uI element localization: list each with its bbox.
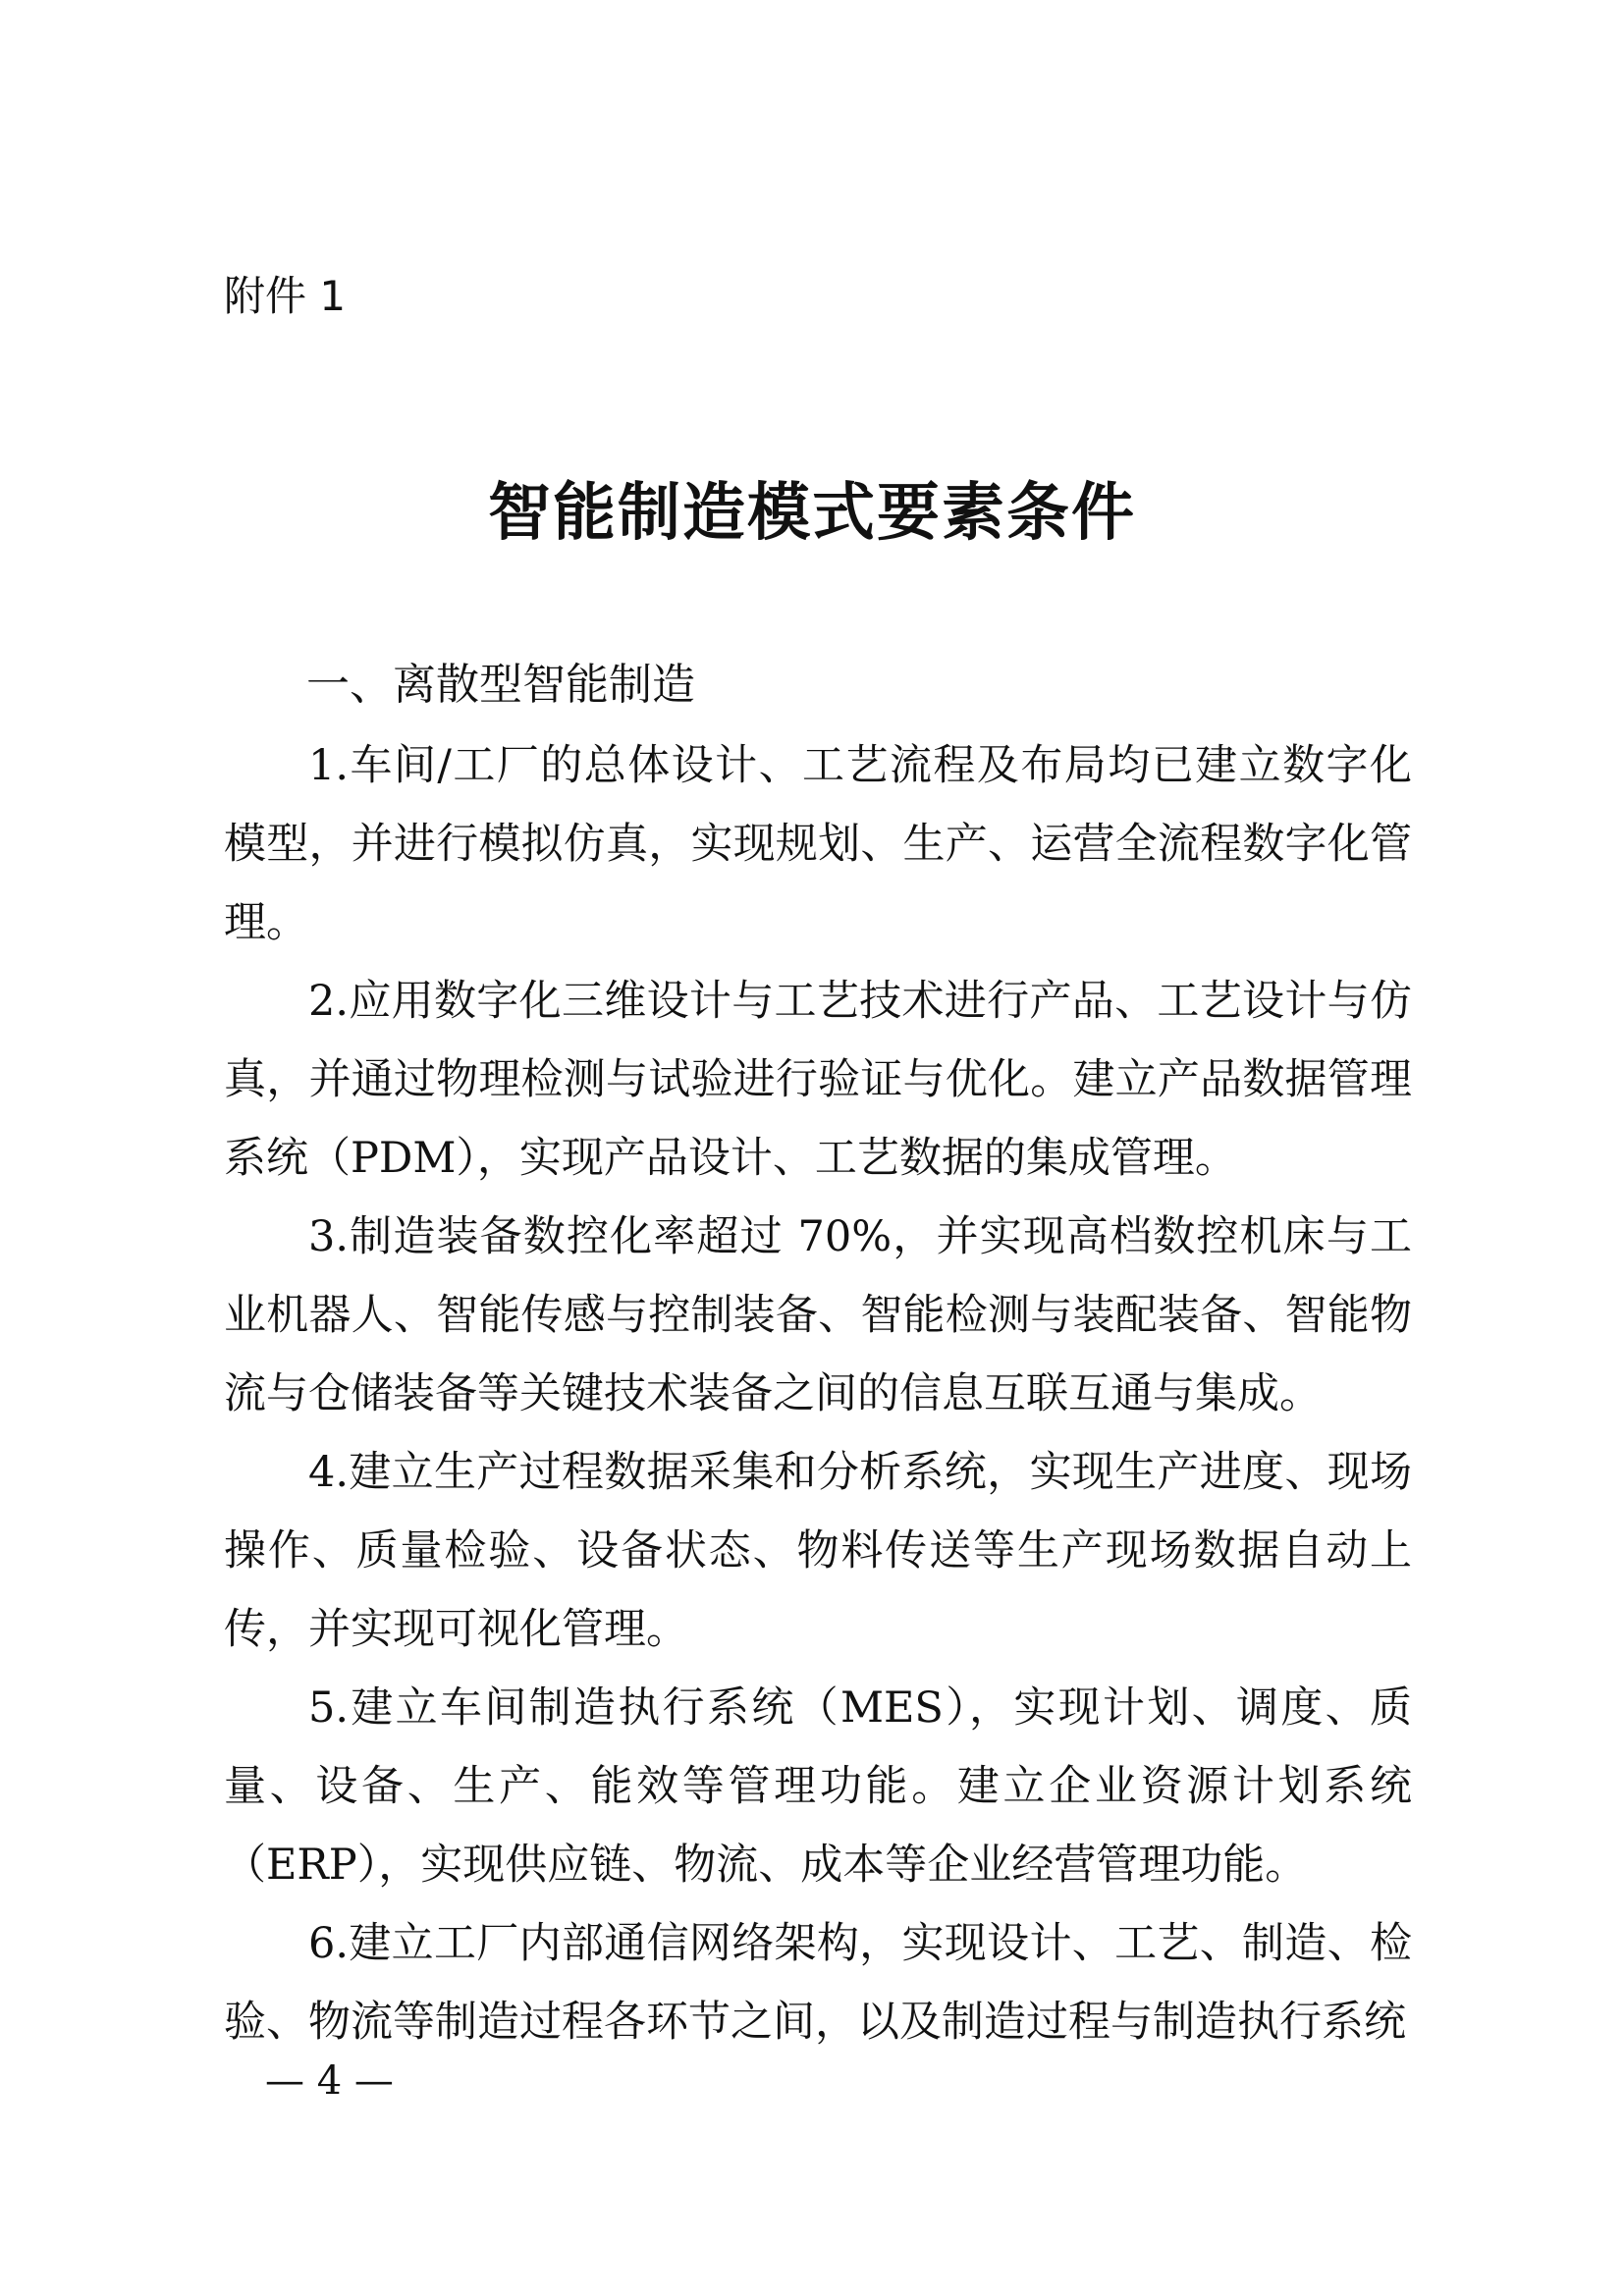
section-heading: 一、离散型智能制造 [306, 660, 695, 710]
paragraph-6: 6.建立工厂内部通信网络架构，实现设计、工艺、制造、检验、物流等制造过程各环节之间，以及制造过程与制造执行系统 [224, 1919, 1412, 2047]
paragraph-4: 4.建立生产过程数据采集和分析系统，实现生产进度、现场操作、质量检验、设备状态、物料传送等生产现场数据自动上传，并实现可视化管理。 [224, 1448, 1412, 1654]
paragraph-5: 5.建立车间制造执行系统（MES），实现计划、调度、质量、设备、生产、能效等管理功能。建立企业资源计划系统（ERP），实现供应链、物流、成本等企业经营管理功能。 [224, 1683, 1412, 1890]
paragraph-2: 2.应用数字化三维设计与工艺技术进行产品、工艺设计与仿真，并通过物理检测与试验进行验证与优化。建立产品数据管理系统（PDM），实现产品设计、工艺数据的集成管理。 [224, 977, 1412, 1183]
paragraph-1: 1.车间/工厂的总体设计、工艺流程及布局均已建立数字化模型，并进行模拟仿真，实现规划、生产、运营全流程数字化管理。 [224, 741, 1412, 947]
document-title: 智能制造模式要素条件 [488, 476, 1136, 550]
page-number: — 4 — [265, 2058, 394, 2104]
paragraph-3: 3.制造装备数控化率超过 70%，并实现高档数控机床与工业机器人、智能传感与控制装备、智能检测与装配装备、智能物流与仓储装备等关键技术装备之间的信息互联互通与集成。 [224, 1212, 1412, 1418]
document-body [224, 726, 1412, 2061]
attachment-label: 附件 1 [224, 272, 347, 320]
